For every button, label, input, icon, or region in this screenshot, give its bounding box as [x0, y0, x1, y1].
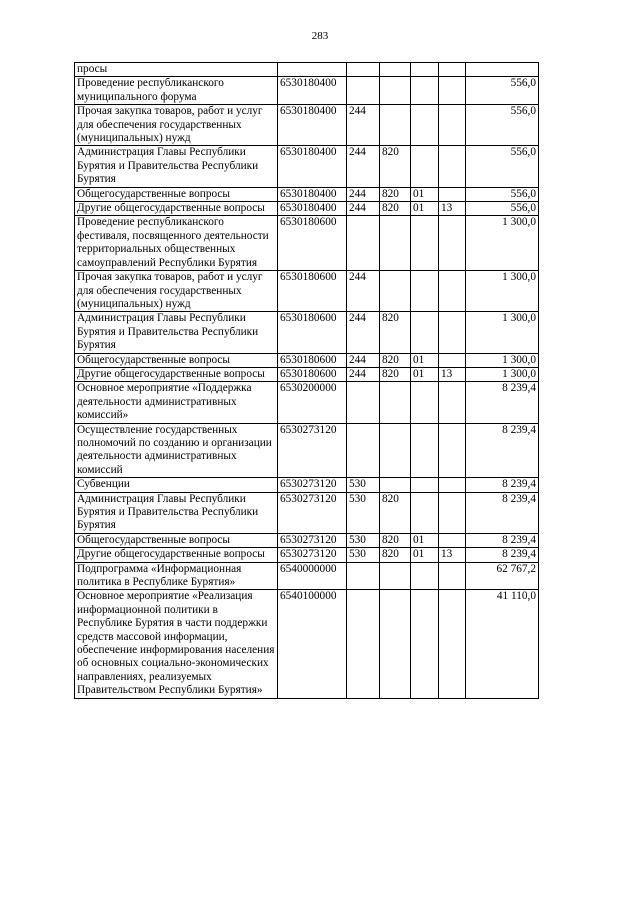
name-cell: Проведение республиканского фестиваля, посвященного деятельности территориальных общественных самоуправлений Республики Бурятия — [75, 216, 278, 271]
amount-cell: 1 300,0 — [466, 312, 539, 353]
vr-cell — [347, 382, 380, 423]
table-row — [75, 367, 539, 381]
grbs-cell: 820 — [380, 146, 411, 187]
table-row — [75, 382, 539, 423]
code-cell: 6530273120 — [278, 423, 347, 478]
code-cell: 6530180600 — [278, 216, 347, 271]
vr-cell: 244 — [347, 105, 380, 146]
grbs-cell — [380, 562, 411, 590]
pr-cell — [439, 63, 466, 77]
vr-cell: 244 — [347, 312, 380, 353]
amount-cell: 556,0 — [466, 77, 539, 105]
amount-cell: 8 239,4 — [466, 382, 539, 423]
name-cell: Прочая закупка товаров, работ и услуг для обеспечения государственных (муниципальных) нужд — [75, 105, 278, 146]
vr-cell: 530 — [347, 478, 380, 492]
vr-cell — [347, 216, 380, 271]
code-cell: 6530273120 — [278, 548, 347, 562]
pr-cell — [439, 187, 466, 201]
rz-cell: 01 — [411, 353, 439, 367]
amount-cell: 556,0 — [466, 187, 539, 201]
pr-cell — [439, 312, 466, 353]
table-row — [75, 548, 539, 562]
amount-cell: 41 110,0 — [466, 590, 539, 698]
grbs-cell — [380, 216, 411, 271]
name-cell: Другие общегосударственные вопросы — [75, 367, 278, 381]
pr-cell — [439, 478, 466, 492]
code-cell: 6530180600 — [278, 271, 347, 312]
code-cell: 6530273120 — [278, 478, 347, 492]
code-cell: 6530180600 — [278, 353, 347, 367]
table-row — [75, 216, 539, 271]
vr-cell — [347, 562, 380, 590]
vr-cell — [347, 423, 380, 478]
amount-cell: 8 239,4 — [466, 492, 539, 533]
vr-cell: 244 — [347, 187, 380, 201]
grbs-cell: 820 — [380, 202, 411, 216]
grbs-cell: 820 — [380, 548, 411, 562]
name-cell: Другие общегосударственные вопросы — [75, 548, 278, 562]
rz-cell: 01 — [411, 367, 439, 381]
pr-cell — [439, 77, 466, 105]
grbs-cell: 820 — [380, 492, 411, 533]
code-cell: 6540100000 — [278, 590, 347, 698]
amount-cell — [466, 63, 539, 77]
table-row — [75, 562, 539, 590]
rz-cell — [411, 492, 439, 533]
code-cell — [278, 63, 347, 77]
rz-cell — [411, 382, 439, 423]
pr-cell — [439, 423, 466, 478]
grbs-cell: 820 — [380, 367, 411, 381]
table-row — [75, 77, 539, 105]
name-cell: Основное мероприятие «Поддержка деятельности административных комиссий» — [75, 382, 278, 423]
pr-cell — [439, 533, 466, 547]
table-row — [75, 63, 539, 77]
amount-cell: 1 300,0 — [466, 216, 539, 271]
rz-cell — [411, 146, 439, 187]
rz-cell: 01 — [411, 533, 439, 547]
rz-cell — [411, 478, 439, 492]
name-cell: Общегосударственные вопросы — [75, 187, 278, 201]
table-row — [75, 187, 539, 201]
budget-table — [74, 62, 539, 699]
table-row — [75, 590, 539, 698]
amount-cell: 8 239,4 — [466, 533, 539, 547]
rz-cell — [411, 312, 439, 353]
vr-cell: 244 — [347, 202, 380, 216]
name-cell: Прочая закупка товаров, работ и услуг для обеспечения государственных (муниципальных) нужд — [75, 271, 278, 312]
vr-cell — [347, 590, 380, 698]
rz-cell — [411, 63, 439, 77]
name-cell: Проведение республиканского муниципального форума — [75, 77, 278, 105]
table-row — [75, 478, 539, 492]
code-cell: 6530180400 — [278, 77, 347, 105]
table-row — [75, 353, 539, 367]
pr-cell: 13 — [439, 367, 466, 381]
name-cell: Администрация Главы Республики Бурятия и Правительства Республики Бурятия — [75, 312, 278, 353]
vr-cell: 530 — [347, 548, 380, 562]
code-cell: 6540000000 — [278, 562, 347, 590]
rz-cell — [411, 423, 439, 478]
code-cell: 6530200000 — [278, 382, 347, 423]
name-cell: Общегосударственные вопросы — [75, 533, 278, 547]
code-cell: 6530273120 — [278, 533, 347, 547]
amount-cell: 1 300,0 — [466, 271, 539, 312]
pr-cell — [439, 216, 466, 271]
pr-cell: 13 — [439, 202, 466, 216]
rz-cell — [411, 77, 439, 105]
grbs-cell — [380, 271, 411, 312]
table-row — [75, 423, 539, 478]
table-row — [75, 271, 539, 312]
grbs-cell: 820 — [380, 533, 411, 547]
grbs-cell — [380, 105, 411, 146]
code-cell: 6530273120 — [278, 492, 347, 533]
pr-cell — [439, 353, 466, 367]
amount-cell: 8 239,4 — [466, 423, 539, 478]
grbs-cell: 820 — [380, 353, 411, 367]
code-cell: 6530180400 — [278, 146, 347, 187]
grbs-cell: 820 — [380, 312, 411, 353]
rz-cell — [411, 590, 439, 698]
amount-cell: 1 300,0 — [466, 367, 539, 381]
pr-cell — [439, 492, 466, 533]
pr-cell — [439, 590, 466, 698]
code-cell: 6530180400 — [278, 187, 347, 201]
amount-cell: 1 300,0 — [466, 353, 539, 367]
name-cell: Осуществление государственных полномочий по созданию и организации деятельности административных комиссий — [75, 423, 278, 478]
rz-cell: 01 — [411, 202, 439, 216]
grbs-cell — [380, 590, 411, 698]
name-cell: Администрация Главы Республики Бурятия и Правительства Республики Бурятия — [75, 492, 278, 533]
name-cell: Основное мероприятие «Реализация информационной политики в Республике Бурятия в части поддержки средств массовой информации, обеспечение информирования населения об основных социально-экономических направлениях, реализуемых Правительством Республики Бурятия» — [75, 590, 278, 698]
table-row — [75, 312, 539, 353]
amount-cell: 556,0 — [466, 202, 539, 216]
amount-cell: 556,0 — [466, 146, 539, 187]
name-cell: Подпрограмма «Информационная политика в Республике Бурятия» — [75, 562, 278, 590]
amount-cell: 8 239,4 — [466, 478, 539, 492]
vr-cell — [347, 63, 380, 77]
vr-cell: 244 — [347, 353, 380, 367]
pr-cell — [439, 146, 466, 187]
table-row — [75, 492, 539, 533]
table-row — [75, 202, 539, 216]
rz-cell: 01 — [411, 548, 439, 562]
code-cell: 6530180400 — [278, 105, 347, 146]
table-row — [75, 105, 539, 146]
rz-cell — [411, 271, 439, 312]
amount-cell: 556,0 — [466, 105, 539, 146]
grbs-cell — [380, 77, 411, 105]
code-cell: 6530180600 — [278, 367, 347, 381]
vr-cell: 244 — [347, 367, 380, 381]
vr-cell: 530 — [347, 492, 380, 533]
grbs-cell — [380, 478, 411, 492]
table-row — [75, 146, 539, 187]
vr-cell: 244 — [347, 146, 380, 187]
grbs-cell — [380, 423, 411, 478]
code-cell: 6530180600 — [278, 312, 347, 353]
name-cell: Субвенции — [75, 478, 278, 492]
grbs-cell: 820 — [380, 187, 411, 201]
vr-cell: 244 — [347, 271, 380, 312]
rz-cell — [411, 562, 439, 590]
table-row — [75, 533, 539, 547]
code-cell: 6530180400 — [278, 202, 347, 216]
rz-cell — [411, 216, 439, 271]
rz-cell: 01 — [411, 187, 439, 201]
vr-cell — [347, 77, 380, 105]
grbs-cell — [380, 382, 411, 423]
pr-cell — [439, 562, 466, 590]
pr-cell — [439, 382, 466, 423]
amount-cell: 8 239,4 — [466, 548, 539, 562]
pr-cell: 13 — [439, 548, 466, 562]
pr-cell — [439, 271, 466, 312]
name-cell: Общегосударственные вопросы — [75, 353, 278, 367]
page-number: 283 — [311, 30, 329, 42]
grbs-cell — [380, 63, 411, 77]
name-cell: просы — [75, 63, 278, 77]
amount-cell: 62 767,2 — [466, 562, 539, 590]
vr-cell: 530 — [347, 533, 380, 547]
rz-cell — [411, 105, 439, 146]
name-cell: Администрация Главы Республики Бурятия и Правительства Республики Бурятия — [75, 146, 278, 187]
name-cell: Другие общегосударственные вопросы — [75, 202, 278, 216]
pr-cell — [439, 105, 466, 146]
